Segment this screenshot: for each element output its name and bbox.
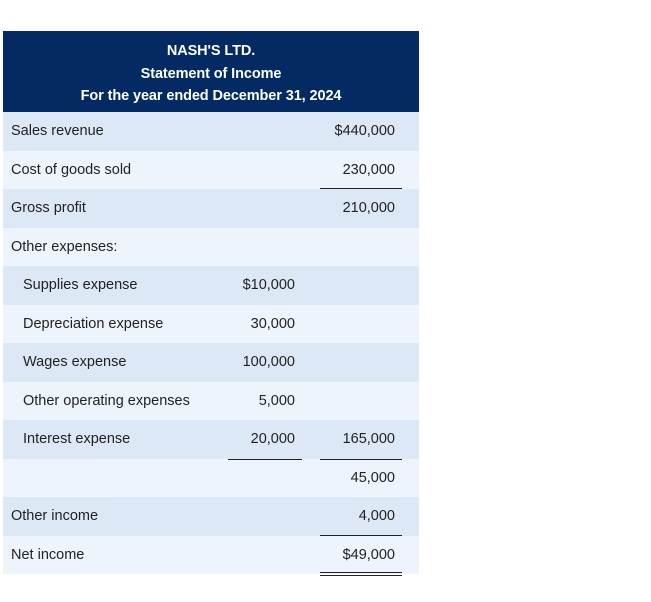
row-supplies bbox=[3, 266, 419, 305]
label-net-income: Net income bbox=[11, 546, 85, 563]
row-depreciation bbox=[3, 305, 419, 344]
row-subtotal bbox=[3, 459, 419, 498]
underline-total-expenses bbox=[320, 459, 402, 460]
statement-title: Statement of Income bbox=[140, 65, 282, 82]
statement-period: For the year ended December 31, 2024 bbox=[80, 88, 342, 104]
value-net-income: $49,000 bbox=[342, 546, 395, 563]
value-other-income: 4,000 bbox=[358, 508, 395, 524]
row-sales-revenue bbox=[3, 112, 419, 151]
double-underline-net-income bbox=[320, 572, 402, 576]
label-interest: Interest expense bbox=[23, 431, 131, 447]
label-sales-revenue: Sales revenue bbox=[11, 123, 104, 139]
label-supplies: Supplies expense bbox=[23, 277, 138, 293]
label-gross-profit: Gross profit bbox=[11, 200, 86, 216]
row-net-income bbox=[3, 536, 419, 575]
row-interest bbox=[3, 420, 419, 459]
label-wages: Wages expense bbox=[23, 354, 127, 370]
label-other-income: Other income bbox=[11, 508, 99, 524]
row-wages bbox=[3, 343, 419, 382]
row-other-income bbox=[3, 497, 419, 536]
label-cogs: Cost of goods sold bbox=[11, 161, 132, 178]
value-gross-profit: 210,000 bbox=[342, 200, 395, 216]
company-name: NASH'S LTD. bbox=[166, 43, 256, 59]
value-cogs: 230,000 bbox=[342, 161, 395, 178]
row-gross-profit bbox=[3, 189, 419, 228]
value-total-other-expenses: 165,000 bbox=[342, 431, 395, 447]
value-wages: 100,000 bbox=[242, 354, 295, 370]
value-interest: 20,000 bbox=[250, 431, 295, 447]
value-supplies: $10,000 bbox=[242, 277, 295, 293]
label-other-operating: Other operating expenses bbox=[23, 392, 190, 409]
label-other-expenses: Other expenses: bbox=[11, 238, 118, 255]
value-subtotal: 45,000 bbox=[350, 469, 395, 486]
row-cogs bbox=[3, 151, 419, 190]
income-statement bbox=[3, 31, 419, 574]
row-other-expenses bbox=[3, 228, 419, 267]
underline-interest bbox=[228, 459, 302, 460]
value-other-operating: 5,000 bbox=[258, 392, 295, 409]
value-depreciation: 30,000 bbox=[250, 315, 295, 332]
statement-header bbox=[3, 31, 419, 112]
row-other-operating bbox=[3, 382, 419, 421]
value-sales-revenue: $440,000 bbox=[334, 123, 395, 139]
label-depreciation: Depreciation expense bbox=[23, 315, 164, 332]
